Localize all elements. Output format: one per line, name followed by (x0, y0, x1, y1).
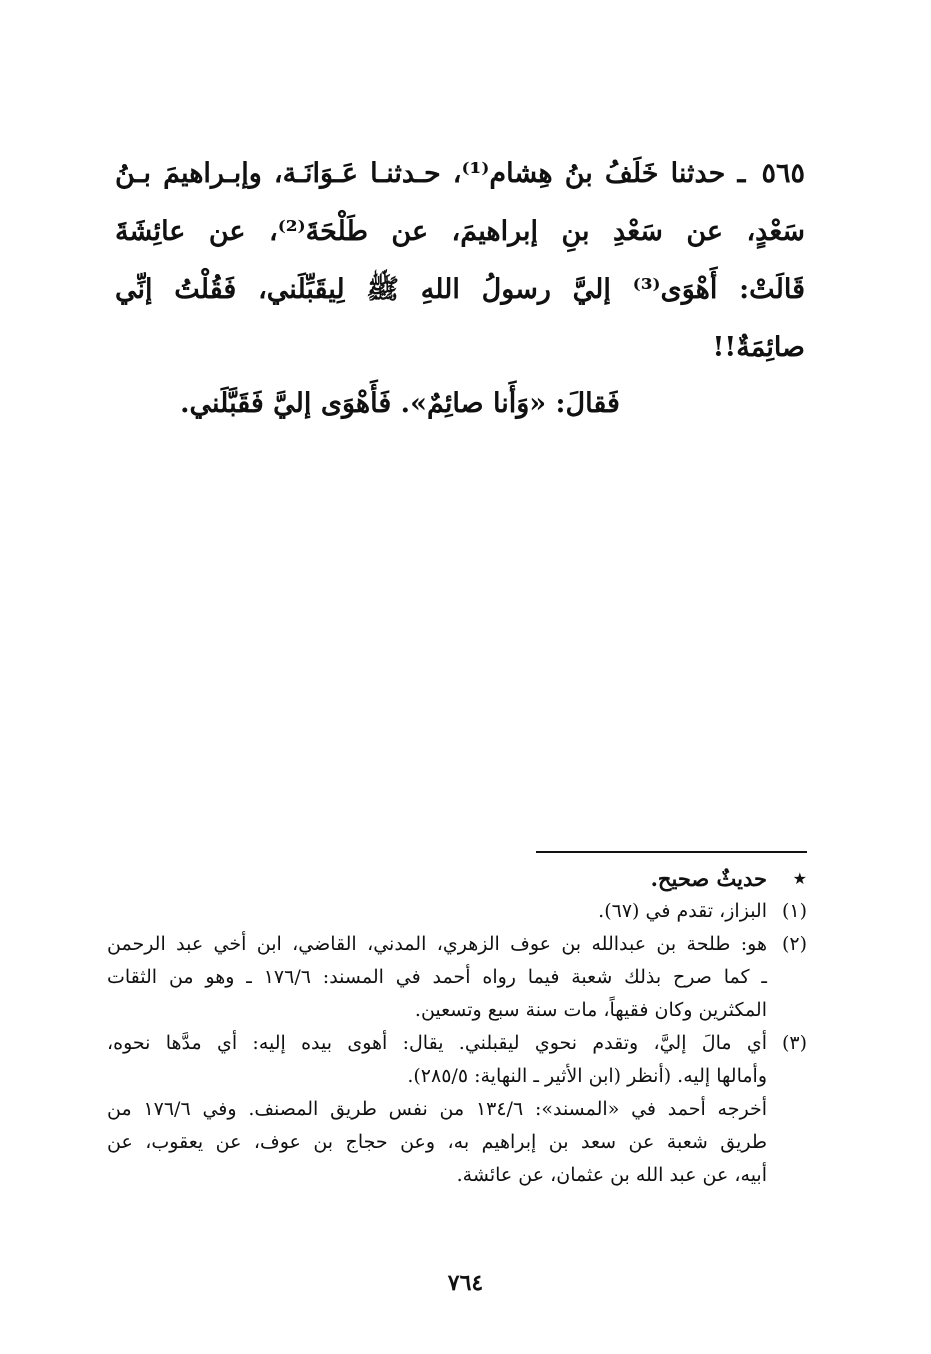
footnote-2 (107, 928, 807, 1027)
footnote-line: ـ كما صرح بذلك شعبة فيما رواه أحمد في المسند: ١٧٦/٦ ـ وهو من الثقات (107, 966, 767, 988)
hadith-number: ٥٦٥ (761, 158, 805, 189)
footnote-line: أي مالَ إليَّ، وتقدم نحوي ليقبلني. يقال: أهوى بيده إليه: أي مدَّها نحوه، (107, 1032, 767, 1054)
hadith-reply-text: فَقالَ: «وَأَنا صائِمٌ». فَأَهْوَى إليَّ فَقَبَّلَني. (180, 388, 620, 419)
star-icon: ★ (792, 869, 807, 888)
footnote-mark: (٣) (781, 1032, 807, 1054)
footnotes (107, 862, 807, 1192)
takhrij-line: طريق شعبة عن سعد بن إبراهيم به، وعن حجاج بن عوف، عن يعقوب، عن (107, 1131, 767, 1153)
footnote-mark: (١) (781, 900, 807, 922)
takhrij-line: أخرجه أحمد في «المسند»: ١٣٤/٦ من نفس طريق المصنف. وفي ١٧٦/٦ من (107, 1098, 767, 1120)
takhrij (107, 1093, 807, 1192)
footnote-1 (107, 895, 807, 928)
footnote-mark: (٢) (781, 933, 807, 955)
hadith-reply (115, 375, 805, 433)
hadith-line-1: ٥٦٥ ـ حدثنا خَلَفُ بنُ هِشام⁽¹⁾، حـدثنـا عَـوَانَـة، وإبـراهيمَ بـنُ (115, 158, 805, 189)
footnote-separator (536, 851, 807, 853)
footnote-line: المكثرين وكان فقيهاً، مات سنة سبع وتسعين. (414, 999, 767, 1021)
hadith-grade: حديثٌ صحيح. (650, 866, 767, 891)
hadith-line-4: صائِمَةٌ!! (712, 332, 805, 363)
footnote-line: هو: طلحة بن عبدالله بن عوف الزهري، المدني، القاضي، ابن أخي عبد الرحمن (107, 933, 767, 955)
hadith-line-3: قَالَتْ: أَهْوَى⁽³⁾ إليَّ رسولُ اللهِ ﷺ لِيقَبِّلَني، فَقُلْتُ إنِّي (115, 274, 805, 305)
footnote-line: وأمالها إليه. (أنظر (ابن الأثير ـ النهاية: ٢٨٥/٥). (407, 1065, 767, 1087)
takhrij-line: أبيه، عن عبد الله بن عثمان، عن عائشة. (456, 1164, 767, 1186)
footnote-3 (107, 1027, 807, 1093)
hadith-text (115, 145, 805, 377)
footnote-line: البزاز، تقدم في (٦٧). (598, 900, 767, 922)
hadith-line-2: سَعْدٍ، عن سَعْدِ بنِ إبراهيمَ، عن طَلْحَةَ⁽²⁾، عن عائِشَةَ (115, 216, 805, 247)
page-number: ٧٦٤ (447, 1270, 484, 1296)
grade-row (107, 862, 807, 895)
